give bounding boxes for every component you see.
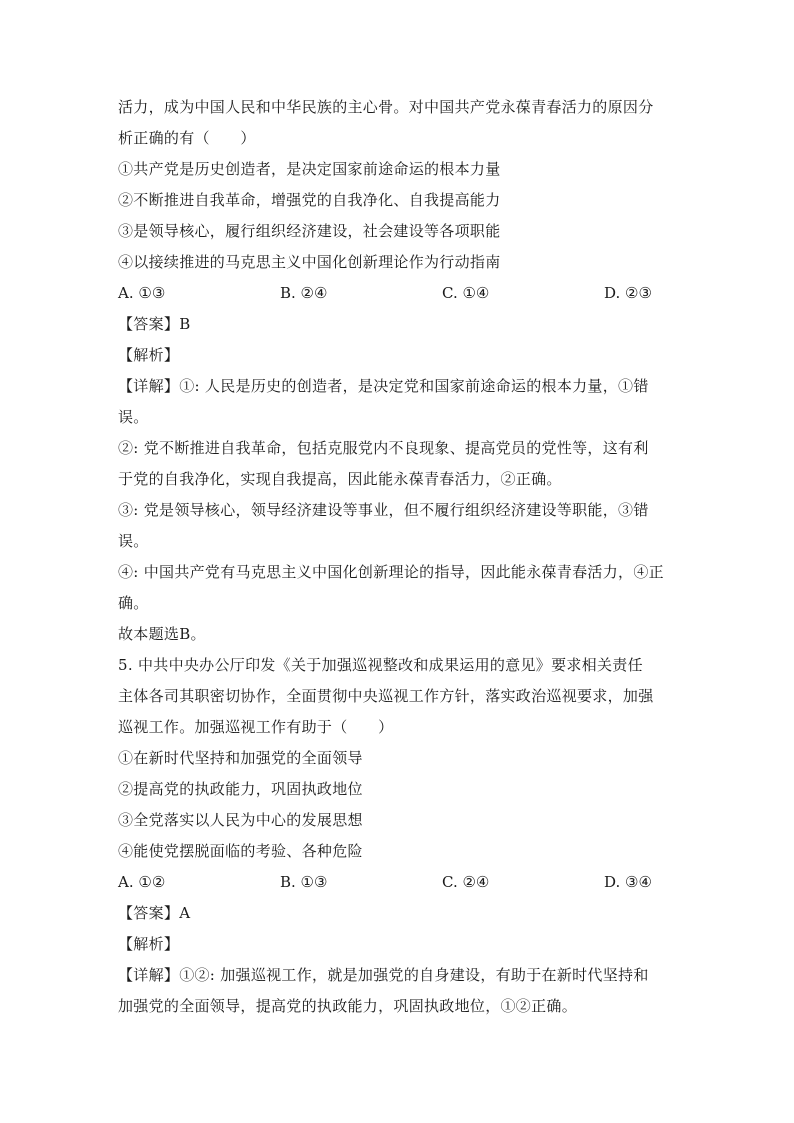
question-5 [118,650,688,1022]
statement-item: ③是领导核心，履行组织经济建设，社会建设等各项职能 [118,222,501,240]
detail-line: ②: 党不断推进自我革命，包括克服党内不良现象、提高党员的党性等，这有利 [118,439,649,457]
detail-line: 加强党的全面领导，提高党的执政能力，巩固执政地位，①②正确。 [118,997,578,1015]
statement-item: ②提高党的执政能力，巩固执政地位 [118,780,363,798]
question-stem-line: 5. 中共中央办公厅印发《关于加强巡视整改和成果运用的意见》要求相关责任 [118,656,643,674]
answer-label: 【答案】 [118,315,180,333]
answer-value: B [179,315,191,333]
question-4 [118,92,688,650]
analysis-label: 【解析】 [118,346,180,364]
answer-value: A [179,904,191,922]
detail-line: ③: 党是领导核心，领导经济建设等事业，但不履行组织经济建设等职能，③错 [118,501,649,519]
answer-line [118,309,688,340]
statement-item: ④能使党摆脱面临的考验、各种危险 [118,842,363,860]
detail-line: 【详解】①②: 加强巡视工作，就是加强党的自身建设，有助于在新时代坚持和 [118,966,649,984]
detail-line: 误。 [118,532,149,550]
question-stem-line: 巡视工作。加强巡视工作有助于（ ） [118,718,394,736]
detail-line: 于党的自我净化，实现自我提高，因此能永葆青春活力，②正确。 [118,470,562,488]
answer-line [118,898,688,929]
question-stem-line: 活力，成为中国人民和中华民族的主心骨。对中国共产党永葆青春活力的原因分 [118,98,654,116]
detail-line: 故本题选B。 [118,625,206,643]
option-c: C. ②④ [442,873,490,891]
detail-line: 【详解】①: 人民是历史的创造者，是决定党和国家前途命运的根本力量，①错 [118,377,649,395]
question-stem-line: 主体各司其职密切协作，全面贯彻中央巡视工作方针，落实政治巡视要求，加强 [118,687,654,705]
answer-label: 【答案】 [118,904,180,922]
analysis-label: 【解析】 [118,935,180,953]
statement-item: ②不断推进自我革命，增强党的自我净化、自我提高能力 [118,191,501,209]
option-a: A. ①② [118,873,166,891]
detail-line: 确。 [118,594,149,612]
answer-options [118,278,688,309]
statement-item: ④以接续推进的马克思主义中国化创新理论作为行动指南 [118,253,501,271]
detail-line: ④: 中国共产党有马克思主义中国化创新理论的指导，因此能永葆青春活力，④正 [118,563,664,581]
document-page [118,92,688,1022]
option-a: A. ①③ [118,284,166,302]
statement-item: ①共产党是历史创造者，是决定国家前途命运的根本力量 [118,160,501,178]
answer-options [118,867,688,898]
option-d: D. ②③ [604,284,652,302]
option-b: B. ①③ [280,873,328,891]
option-c: C. ①④ [442,284,490,302]
statement-item: ③全党落实以人民为中心的发展思想 [118,811,363,829]
question-stem-line: 析正确的有（ ） [118,129,256,147]
detail-line: 误。 [118,408,149,426]
option-d: D. ③④ [604,873,652,891]
statement-item: ①在新时代坚持和加强党的全面领导 [118,749,363,767]
option-b: B. ②④ [280,284,328,302]
